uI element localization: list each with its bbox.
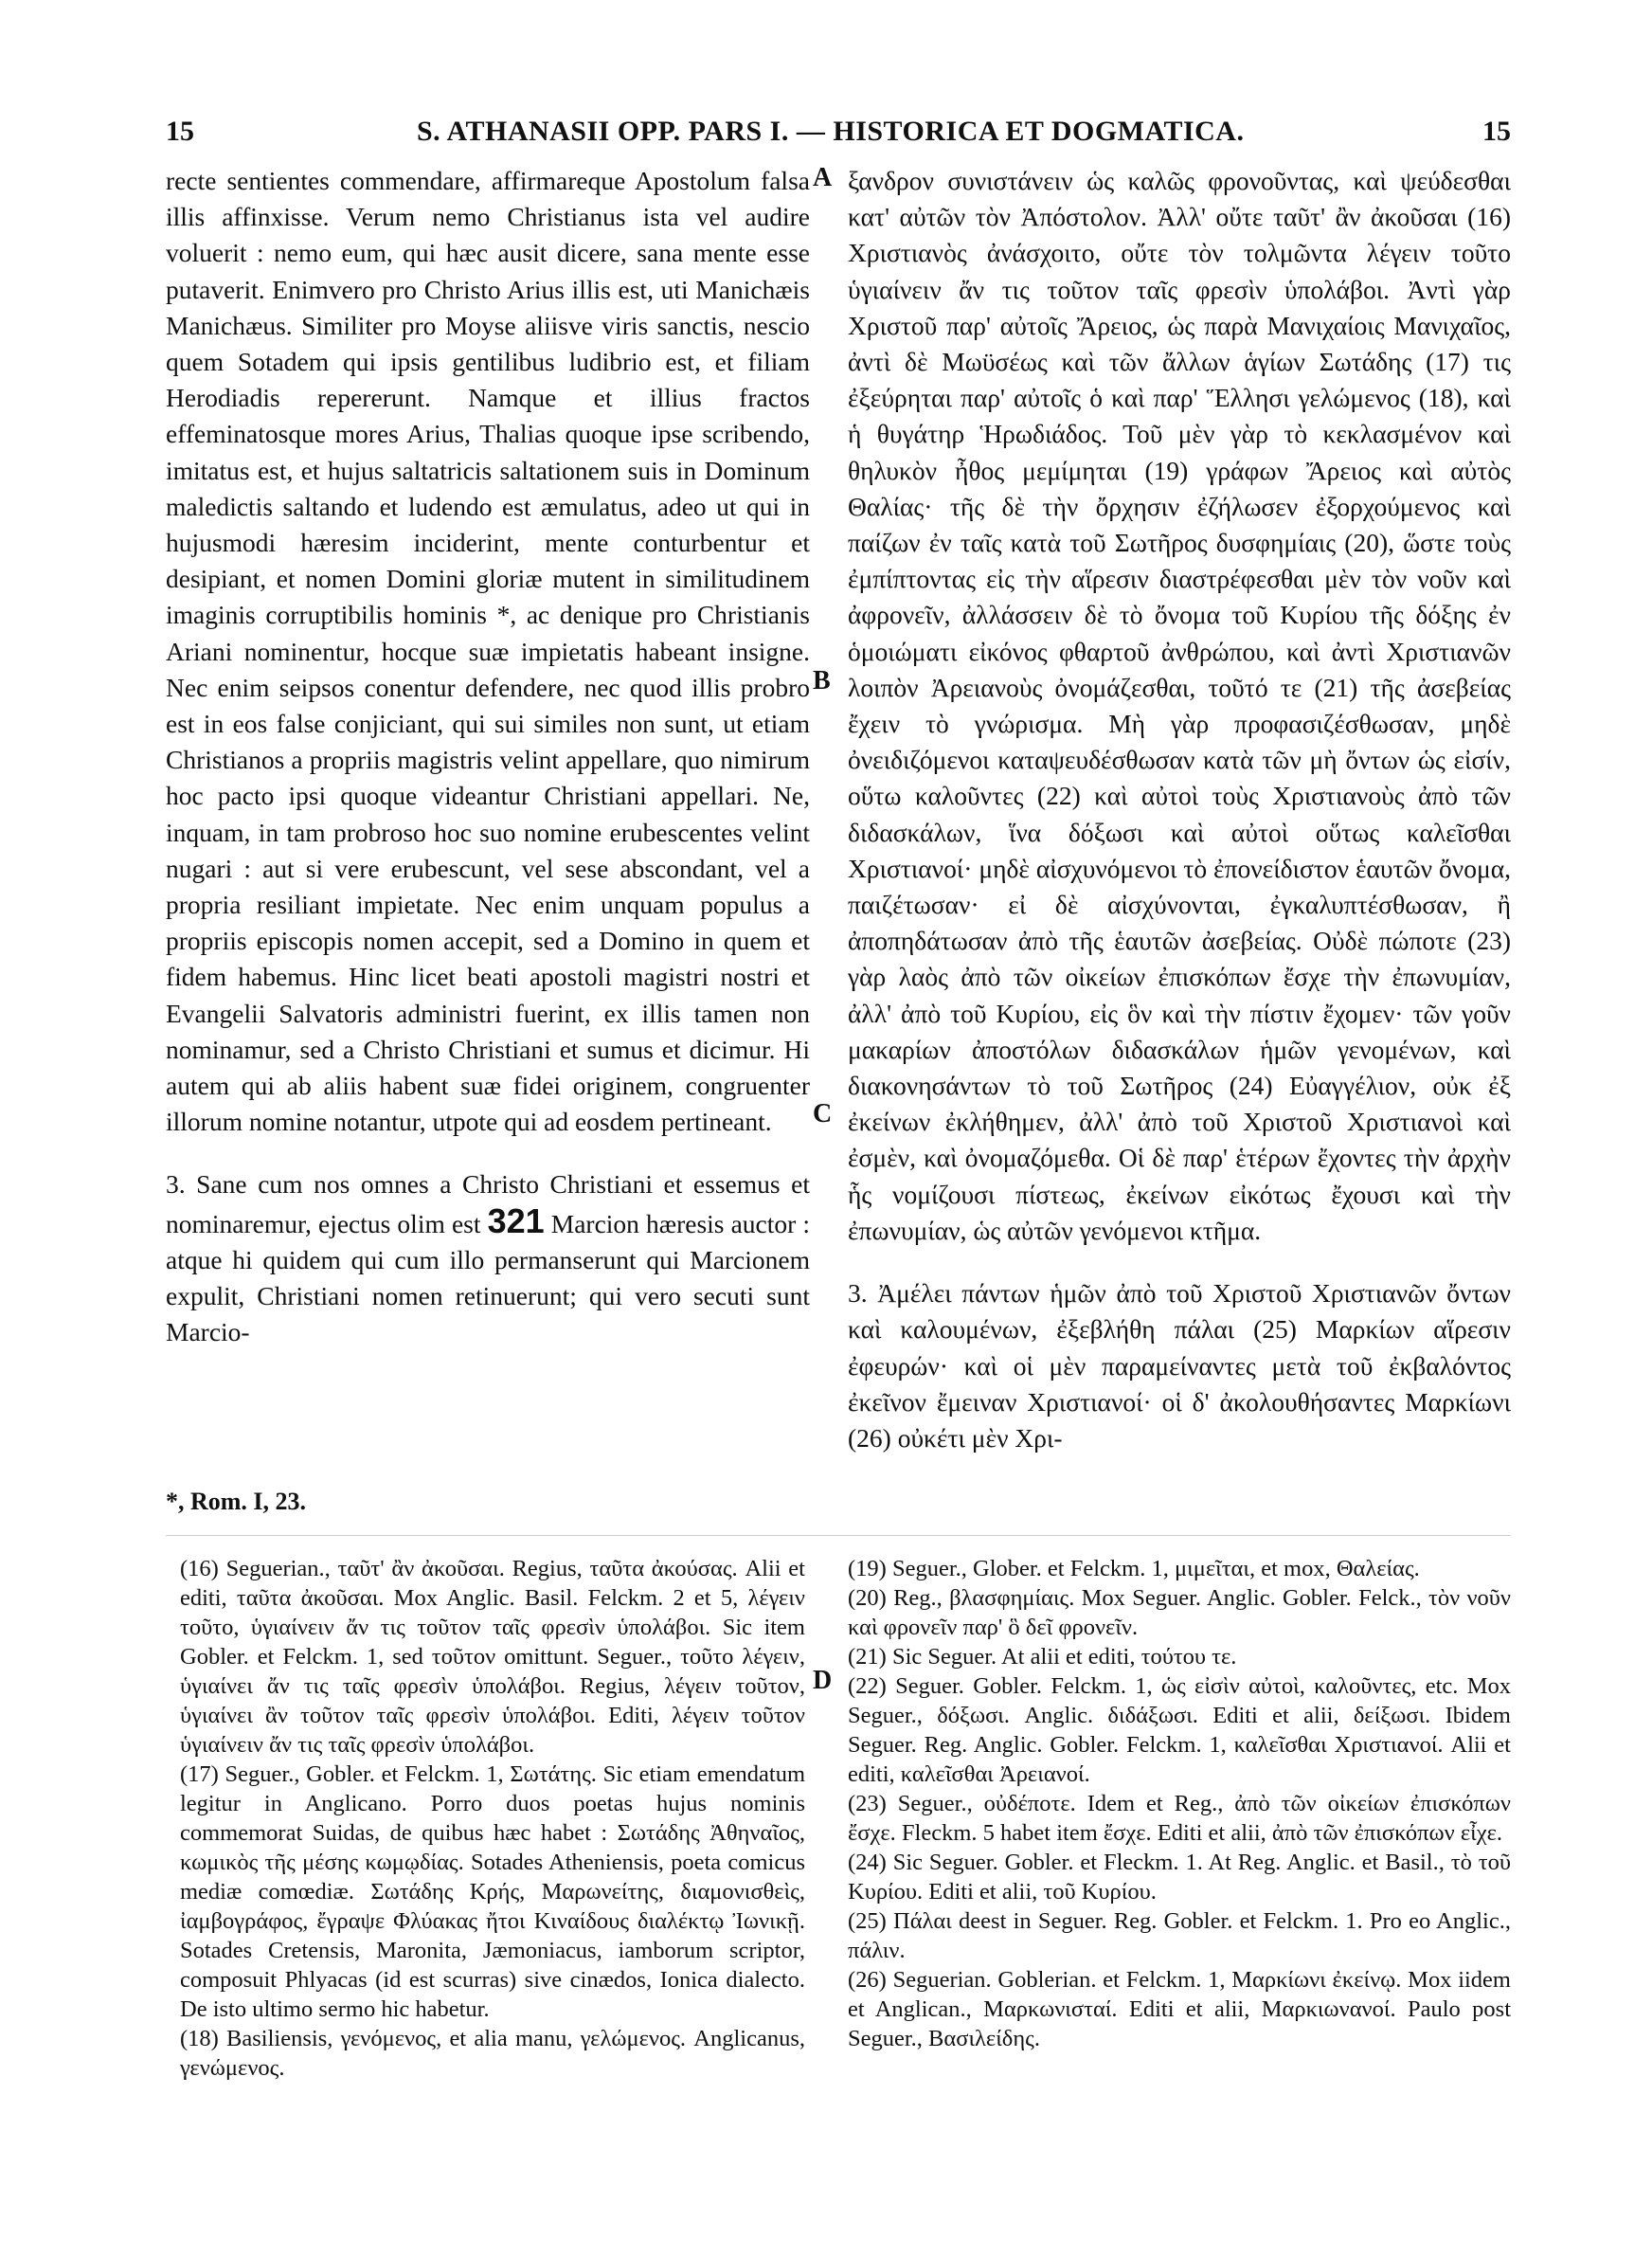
note: (23) Seguer., οὐδέποτε. Idem et Reg., ἀπὸ τῶν οἰκείων ἐπισκόπων ἔσχε. Fleckm. 5 habet item ἔσχε. Editi et alii, ἀπὸ τῶν ἐπισκόπων εἶχε. <box>848 1791 1511 1846</box>
margin-letter-c: C <box>813 1099 833 1128</box>
note: (16) Seguerian., ταῦτ' ἂν ἀκοῦσαι. Regius, ταῦτα ἀκούσας. Alii et editi, ταῦτα ἀκοῦσαι. Mox Anglic. Basil. Felckm. 2 et 5, λέγειν τοῦτο, ὑγιαίνειν ἄν τις τοῦτον ταῖς φρεσὶν ὑπολάβοι. Sic item Gobler. et Felckm. 1, sed τοῦτον omittunt. Seguer., τοῦτο λέγειν, ὑγιαίνει ἄν τις ταῖς φρεσὶν ὑπολάβοι. Regius, λέγειν τοῦτον, ὑγιαίνει ἂν τοῦτον ταῖς φρεσὶν ὑπολάβοι. Editi, λέγειν τοῦτον ὑγιαίνειν ἄν τις ταῖς φρεσὶν ὑπολάβοι. <box>180 1556 805 1758</box>
latin-paragraph-3 <box>166 1166 810 1350</box>
note: (26) Seguerian. Goblerian. et Felckm. 1, Μαρκίωνι ἐκείνῳ. Mox iidem et Anglican., Μαρκωνισταί. Editi et alii, Μαρκιωνανοί. Paulo post Seguer., Βασιλείδης. <box>848 1967 1511 2051</box>
note: (17) Seguer., Gobler. et Felckm. 1, Σωτάτης. Sic etiam emendatum legitur in Anglicano. Porro duos poetas hujus nominis commemorat Suidas, de quibus hæc habet : Σωτάδης Ἀθηναῖος, κωμικὸς τῆς μέσης κωμῳδίας. Sotades Atheniensis, poeta comicus mediæ comœdiæ. Σωτάδης Κρής, Μαρωνείτης, διαμονισθεὶς, ἰαμβογράφος, ἔγραψε Φλύακας ἤτοι Κιναίδους διαλέκτῳ Ἰωνικῇ. Sotades Cretensis, Maronita, Jæmoniacus, iamborum scriptor, composuit Phlyacas (id est scurras) sive cinædos, Ionica dialecto. De isto ultimo sermo hic habetur. <box>180 1761 805 2022</box>
running-header <box>166 116 1511 153</box>
latin-paragraph-3-start: 3. Sane cum nos omnes a Christo Christiani et essemus et nominaremur, ejectus olim est <box>166 1169 810 1238</box>
greek-column <box>848 163 1511 1456</box>
page-number-left: 15 <box>166 116 194 147</box>
footnote-divider <box>166 1535 1511 1536</box>
edition-page-number: 321 <box>487 1201 545 1240</box>
margin-letter-d: D <box>813 1666 833 1695</box>
margin-letter-b: B <box>813 666 831 695</box>
notes-left-column <box>180 1554 805 2083</box>
note: (18) Basiliensis, γενόμενος, et alia manu, γελώμενος. Anglicanus, γενώμενος. <box>180 2026 805 2081</box>
scripture-footnote: *, Rom. I, 23. <box>166 1488 307 1515</box>
page-number-right: 15 <box>1482 116 1511 147</box>
latin-paragraph: recte sentientes commendare, affirmareque Apostolum falsa illis affinxisse. Verum nemo Christianus ista vel audire voluerit : nemo eum, qui hæc ausit dicere, sana mente esse putaverit. Enimvero pro Christo Arius illis est, uti Manichæis Manichæus. Similiter pro Moyse aliisve viris sanctis, nescio quem Sotadem qui ipsis gentilibus ludibrio est, et filiam Herodiadis repererunt. Namque et illius fractos effeminatosque mores Arius, Thalias quoque ipse scribendo, imitatus est, et hujus saltatricis saltationem suis in Dominum maledictis saltando et ludendo est æmulatus, adeo ut qui in hujusmodi hæresim inciderint, mente conturbentur et desipiant, et nomen Domini gloriæ mutent in similitudinem imaginis corruptibilis hominis *, ac denique pro Christianis Ariani nominentur, hocque suæ impietatis habeant insigne. Nec enim seipsos conentur defendere, nec quod illis probro est in eos false conjiciant, qui sui similes non sunt, ut etiam Christianos a propriis magistris velint appellare, quo nimirum hoc pacto ipsi quoque videantur Christiani appellari. Ne, inquam, in tam probroso hoc suo nomine erubescentes velint nugari : aut si vere erubescunt, vel sese abscondant, vel a propria resiliant impietate. Nec enim unquam populus a propriis episcopis nomen accepit, sed a Domino in quem et fidem habemus. Hinc licet beati apostoli magistri nostri et Evangelii Salvatoris administri fuerint, ex illis tamen non nominamur, sed a Christo Christiani et sumus et dicimur. Hi autem qui ab aliis habent suæ fidei originem, congruenter illorum nomine notantur, utpote qui ad eosdem pertineant. <box>166 166 810 1137</box>
note: (24) Sic Seguer. Gobler. et Fleckm. 1. At Reg. Anglic. et Basil., τὸ τοῦ Κυρίου. Editi et alii, τοῦ Κυρίου. <box>848 1850 1511 1905</box>
notes-right-column <box>848 1554 1511 2053</box>
latin-column <box>166 163 810 1351</box>
note: (22) Seguer. Gobler. Felckm. 1, ὡς εἰσὶν αὐτοὶ, καλοῦντες, etc. Mox Seguer., δόξωσι. Anglic. διδάξωσι. Editi et alii, δείξωσι. Ibidem Seguer. Reg. Anglic. Gobler. Felckm. 1, καλεῖσθαι Χριστιανοί. Alii et editi, καλεῖσθαι Ἀρειανοί. <box>848 1673 1511 1787</box>
latin-paragraph-3-end: Marcion hæresis auctor : atque hi quidem qui cum illo permanserunt qui Marcionem expulit, Christiani nomen retinuerunt; qui vero secuti sunt Marcio- <box>166 1208 811 1347</box>
margin-letter-a: A <box>813 163 833 192</box>
note: (20) Reg., βλασφημίαις. Mox Seguer. Anglic. Gobler. Felck., τὸν νοῦν καὶ φρονεῖν παρ' ὃ δεῖ φρονεῖν. <box>848 1585 1511 1640</box>
note: (19) Seguer., Glober. et Felckm. 1, μιμεῖται, et mox, Θαλείας. <box>848 1556 1420 1581</box>
page-title: S. ATHANASII OPP. PARS I. — HISTORICA ET DOGMATICA. <box>417 116 1245 147</box>
greek-paragraph-3: 3. Ἀμέλει πάντων ἡμῶν ἀπὸ τοῦ Χριστοῦ Χριστιανῶν ὄντων καὶ καλουμένων, ἐξεβλήθη πάλαι (25) Μαρκίων αἵρεσιν ἐφευρών· καὶ οἱ μὲν παραμείναντες μετὰ τοῦ ἐκβαλόντος ἐκεῖνον ἔμειναν Χριστιανοί· οἱ δ' ἀκολουθήσαντες Μαρκίωνι (26) οὐκέτι μὲν Χρι- <box>848 1278 1511 1453</box>
note: (21) Sic Seguer. At alii et editi, τούτου τε. <box>848 1644 1237 1670</box>
note: (25) Πάλαι deest in Seguer. Reg. Gobler. et Felckm. 1. Pro eo Anglic., πάλιν. <box>848 1908 1511 1963</box>
greek-paragraph: ξανδρον συνιστάνειν ὡς καλῶς φρονοῦντας, καὶ ψεύδεσθαι κατ' αὐτῶν τὸν Ἀπόστολον. Ἀλλ' οὔτε ταῦτ' ἂν ἀκοῦσαι (16) Χριστιανὸς ἀνάσχοιτο, οὔτε τὸν τολμῶντα λέγειν τοῦτο ὑγιαίνειν ἄν τις τοῦτον ταῖς φρεσὶν ὑπολάβοι. Ἀντὶ γὰρ Χριστοῦ παρ' αὐτοῖς Ἄρειος, ὡς παρὰ Μανιχαίοις Μανιχαῖος, ἀντὶ δὲ Μωϋσέως καὶ τῶν ἄλλων ἁγίων Σωτάδης (17) τις ἐξεύρηται παρ' αὐτοῖς ὁ καὶ παρ' Ἕλλησι γελώμενος (18), καὶ ἡ θυγάτηρ Ἡρωδιάδος. Τοῦ μὲν γὰρ τὸ κεκλασμένον καὶ θηλυκὸν ἦθος μεμίμηται (19) γράφων Ἄρειος καὶ αὐτὸς Θαλίας· τῆς δὲ τὴν ὄρχησιν ἐζήλωσεν ἐξορχούμενος καὶ παίζων ἐν ταῖς κατὰ τοῦ Σωτῆρος δυσφημίαις (20), ὥστε τοὺς ἐμπίπτοντας εἰς τὴν αἵρεσιν διαστρέφεσθαι μὲν τὸν νοῦν καὶ ἀφρονεῖν, ἀλλάσσειν δὲ τὸ ὄνομα τοῦ Κυρίου τῆς δόξης ἐν ὁμοιώματι εἰκόνος φθαρτοῦ ἀνθρώπου, καὶ ἀντὶ Χριστιανῶν λοιπὸν Ἀρειανοὺς ὀνομάζεσθαι, τοῦτό τε (21) τῆς ἀσεβείας ἔχειν τὸ γνώρισμα. Μὴ γὰρ προφασιζέσθωσαν, μηδὲ ὀνειδιζόμενοι καταψευδέσθωσαν κατὰ τῶν μὴ ὄντων ὡς εἰσίν, οὕτω καλοῦντες (22) καὶ αὐτοὶ τοὺς Χριστιανοὺς ἀπὸ τῶν διδασκάλων, ἵνα δόξωσι καὶ αὐτοὶ οὕτως καλεῖσθαι Χριστιανοί· μηδὲ αἰσχυνόμενοι τὸ ἐπονείδιστον ἑαυτῶν ὄνομα, παιζέτωσαν· εἰ δὲ αἰσχύνονται, ἐγκαλυπτέσθωσαν, ἢ ἀποπηδάτωσαν ἀπὸ τῆς ἑαυτῶν ἀσεβείας. Οὐδὲ πώποτε (23) γὰρ λαὸς ἀπὸ τῶν οἰκείων ἐπισκόπων ἔσχε τὴν ἐπωνυμίαν, ἀλλ' ἀπὸ τοῦ Κυρίου, εἰς ὃν καὶ τὴν πίστιν ἔχομεν· τῶν γοῦν μακαρίων ἀποστόλων διδασκάλων ἡμῶν γενομένων, καὶ διακονησάντων τὸ τοῦ Σωτῆρος (24) Εὐαγγέλιον, οὐκ ἐξ ἐκείνων ἐκλήθημεν, ἀλλ' ἀπὸ τοῦ Χριστοῦ Χριστιανοὶ καὶ ἐσμὲν, καὶ ὀνομαζόμεθα. Οἱ δὲ παρ' ἑτέρων ἔχοντες τὴν ἀρχὴν ἧς νομίζουσι πίστεως, ἐκείνων εἰκότως ἔχουσι καὶ τὴν ἐπωνυμίαν, ὡς αὐτῶν γενόμενοι κτῆμα. <box>848 166 1511 1245</box>
